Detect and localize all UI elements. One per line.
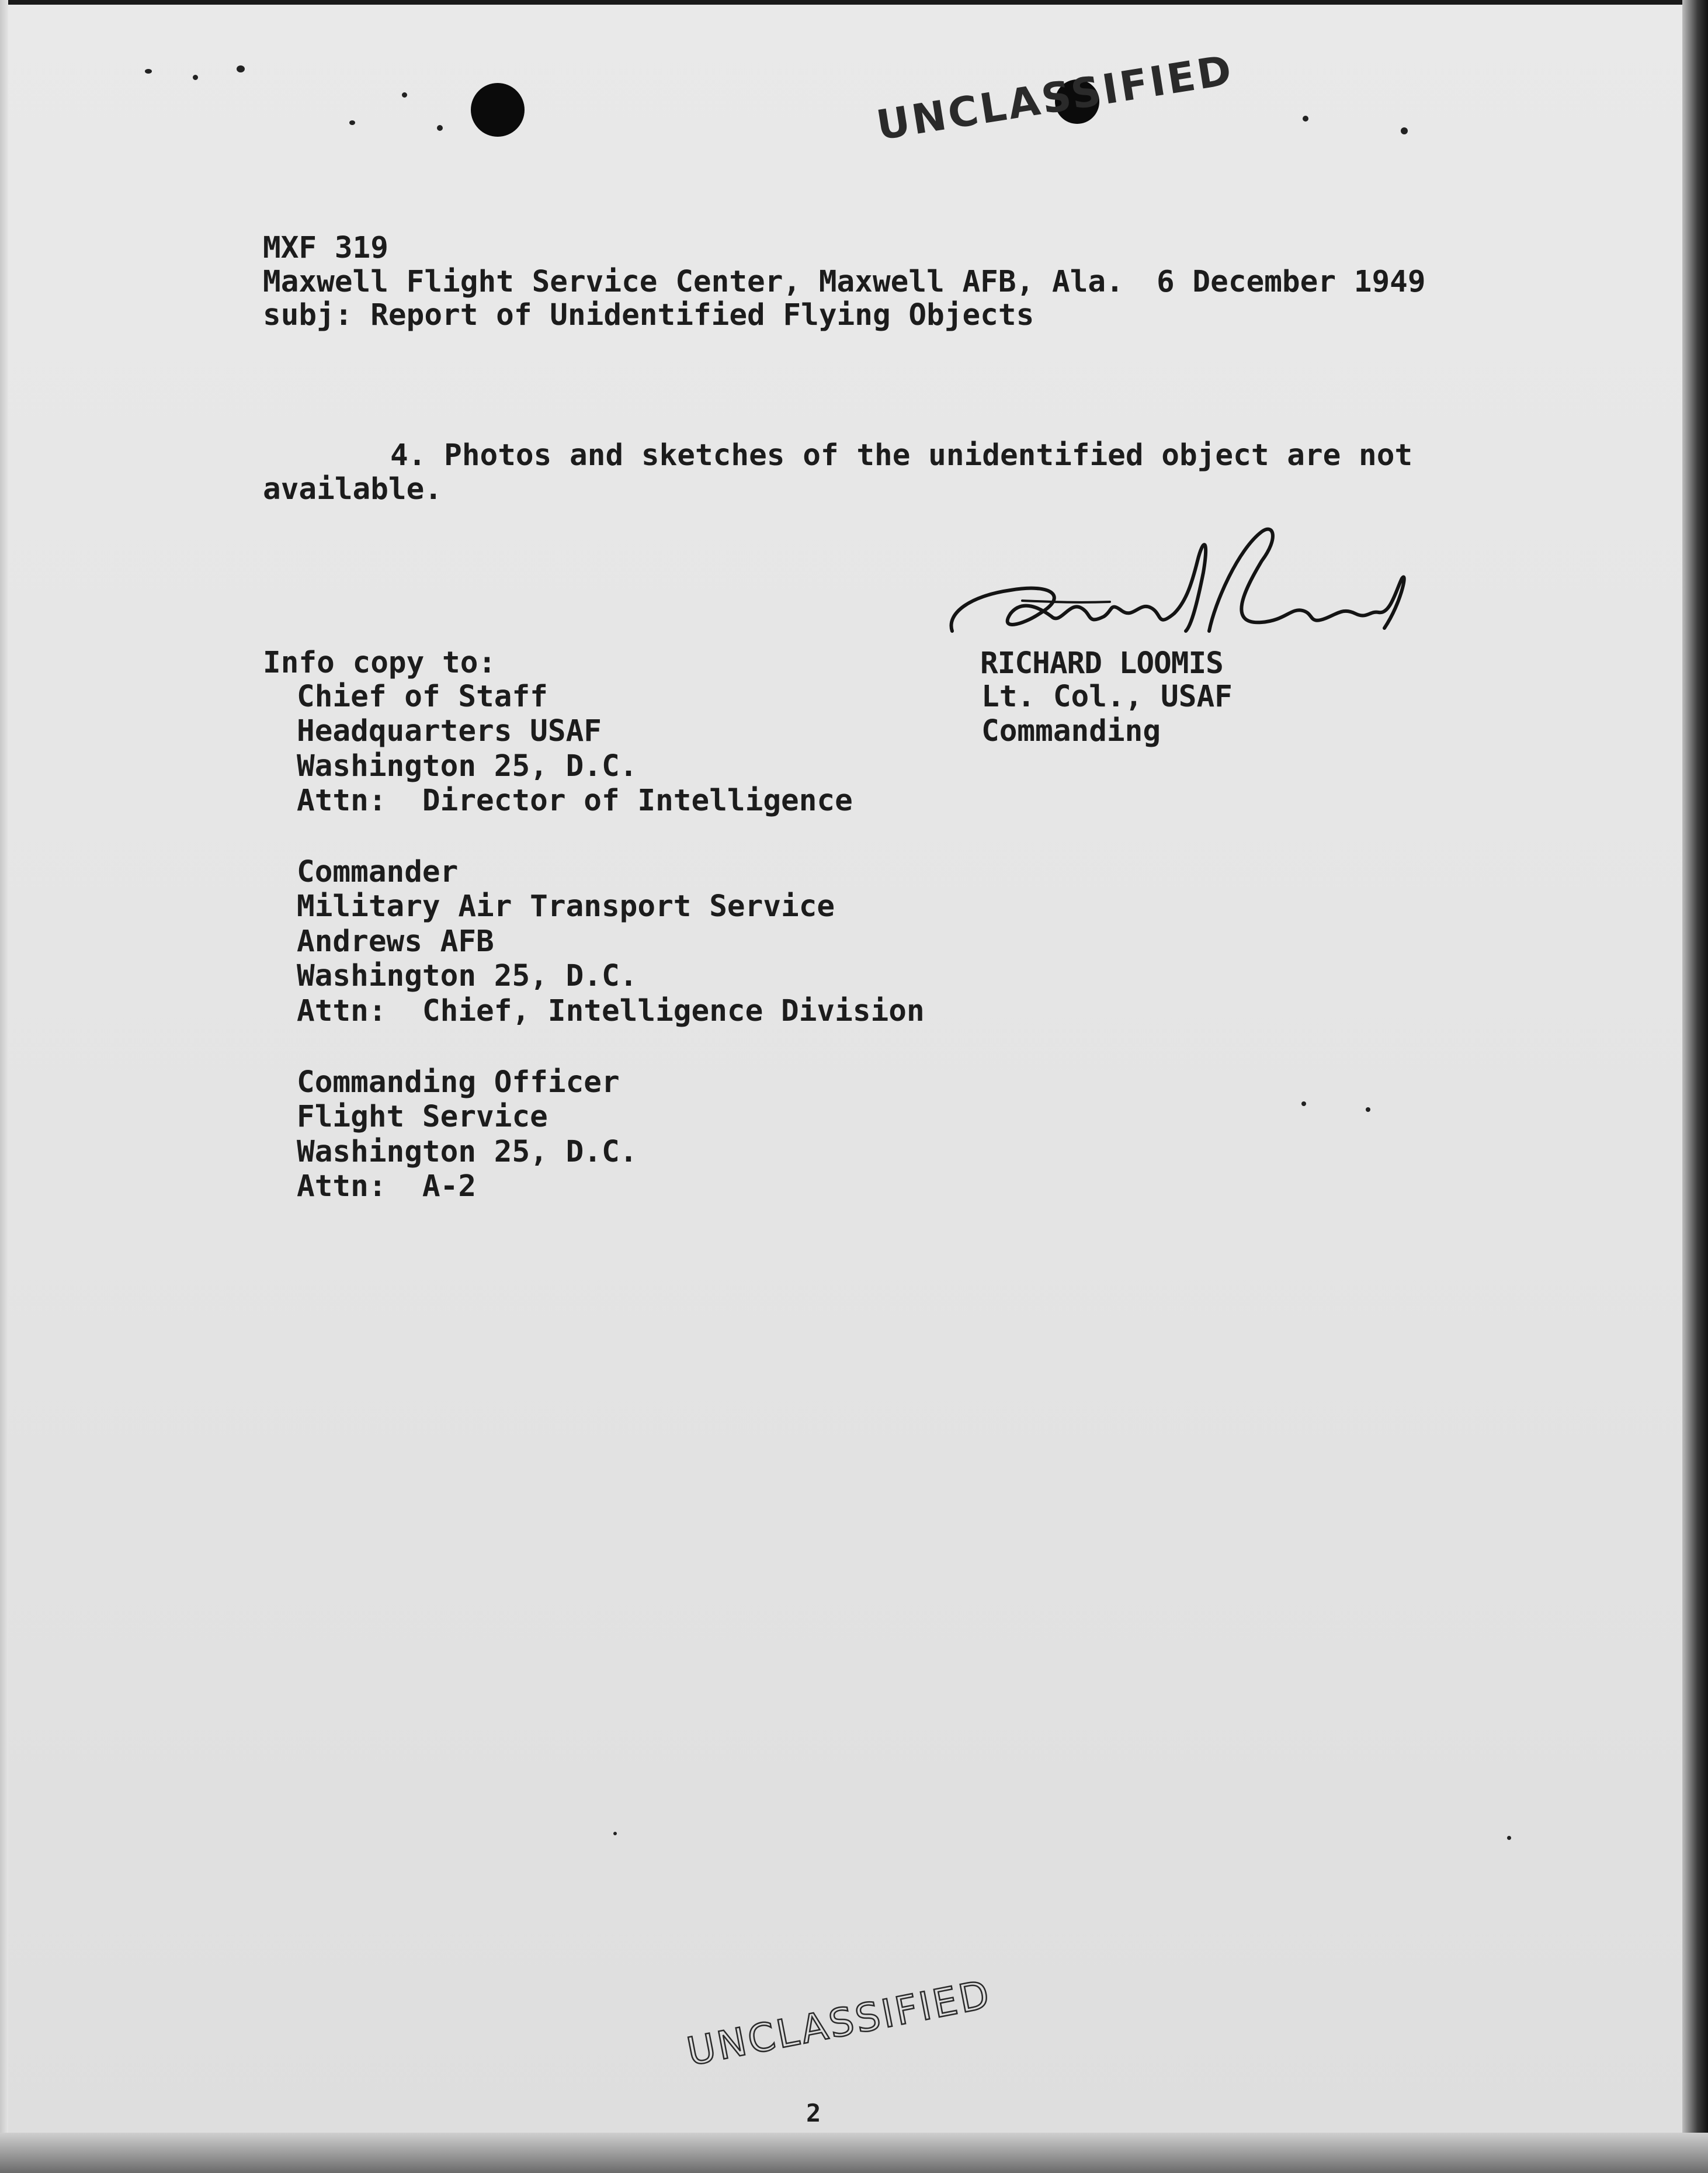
punch-hole-left — [471, 83, 525, 137]
paragraph-4-line-2: available. — [263, 472, 443, 507]
speck — [193, 75, 198, 80]
handwritten-signature — [935, 514, 1414, 654]
recipient-line: Chief of Staff — [297, 680, 548, 714]
signer-rank: Lt. Col., USAF — [981, 680, 1233, 714]
recipient-line: Andrews AFB — [297, 924, 494, 959]
recipient-line: Washington 25, D.C. — [297, 749, 638, 784]
speck — [613, 1832, 617, 1835]
recipient-line: Attn: Chief, Intelligence Division — [297, 994, 925, 1028]
scan-edge-top — [0, 0, 1708, 5]
page-number: 2 — [806, 2099, 821, 2127]
speck — [402, 92, 407, 98]
speck — [1401, 127, 1408, 134]
speck — [1301, 1101, 1306, 1106]
recipient-line: Attn: Director of Intelligence — [297, 784, 853, 818]
subject-line: subj: Report of Unidentified Flying Objects — [263, 298, 1034, 332]
scan-edge-bottom — [0, 2133, 1708, 2173]
scan-edge-left — [0, 0, 8, 2173]
file-reference: MXF 319 — [263, 231, 388, 265]
scan-edge-right — [1682, 0, 1708, 2173]
paragraph-4-line-1: 4. Photos and sketches of the unidentified object are not — [390, 438, 1413, 473]
recipient-line: Commanding Officer — [297, 1065, 620, 1100]
unclassified-stamp-top: UNCLASSIFIED — [873, 46, 1237, 150]
recipient-line: Washington 25, D.C. — [297, 1135, 638, 1169]
speck — [237, 65, 245, 72]
speck — [145, 69, 152, 74]
recipient-line: Military Air Transport Service — [297, 889, 835, 924]
speck — [437, 125, 443, 131]
speck — [349, 120, 355, 125]
speck — [1507, 1836, 1511, 1840]
speck — [1366, 1107, 1370, 1112]
recipient-line: Commander — [297, 855, 459, 889]
document-date: 6 December 1949 — [1157, 265, 1426, 299]
info-copy-heading: Info copy to: — [263, 646, 497, 680]
signer-name: RICHARD LOOMIS — [980, 646, 1223, 681]
origin-line: Maxwell Flight Service Center, Maxwell AFB, Ala. — [263, 265, 1124, 299]
recipient-line: Flight Service — [297, 1100, 548, 1134]
speck — [1303, 116, 1308, 122]
recipient-line: Attn: A-2 — [297, 1169, 477, 1204]
recipient-line: Headquarters USAF — [297, 714, 602, 748]
signer-title: Commanding — [981, 714, 1161, 748]
unclassified-stamp-bottom: UNCLASSIFIED — [683, 1971, 995, 2075]
recipient-line: Washington 25, D.C. — [297, 959, 638, 993]
